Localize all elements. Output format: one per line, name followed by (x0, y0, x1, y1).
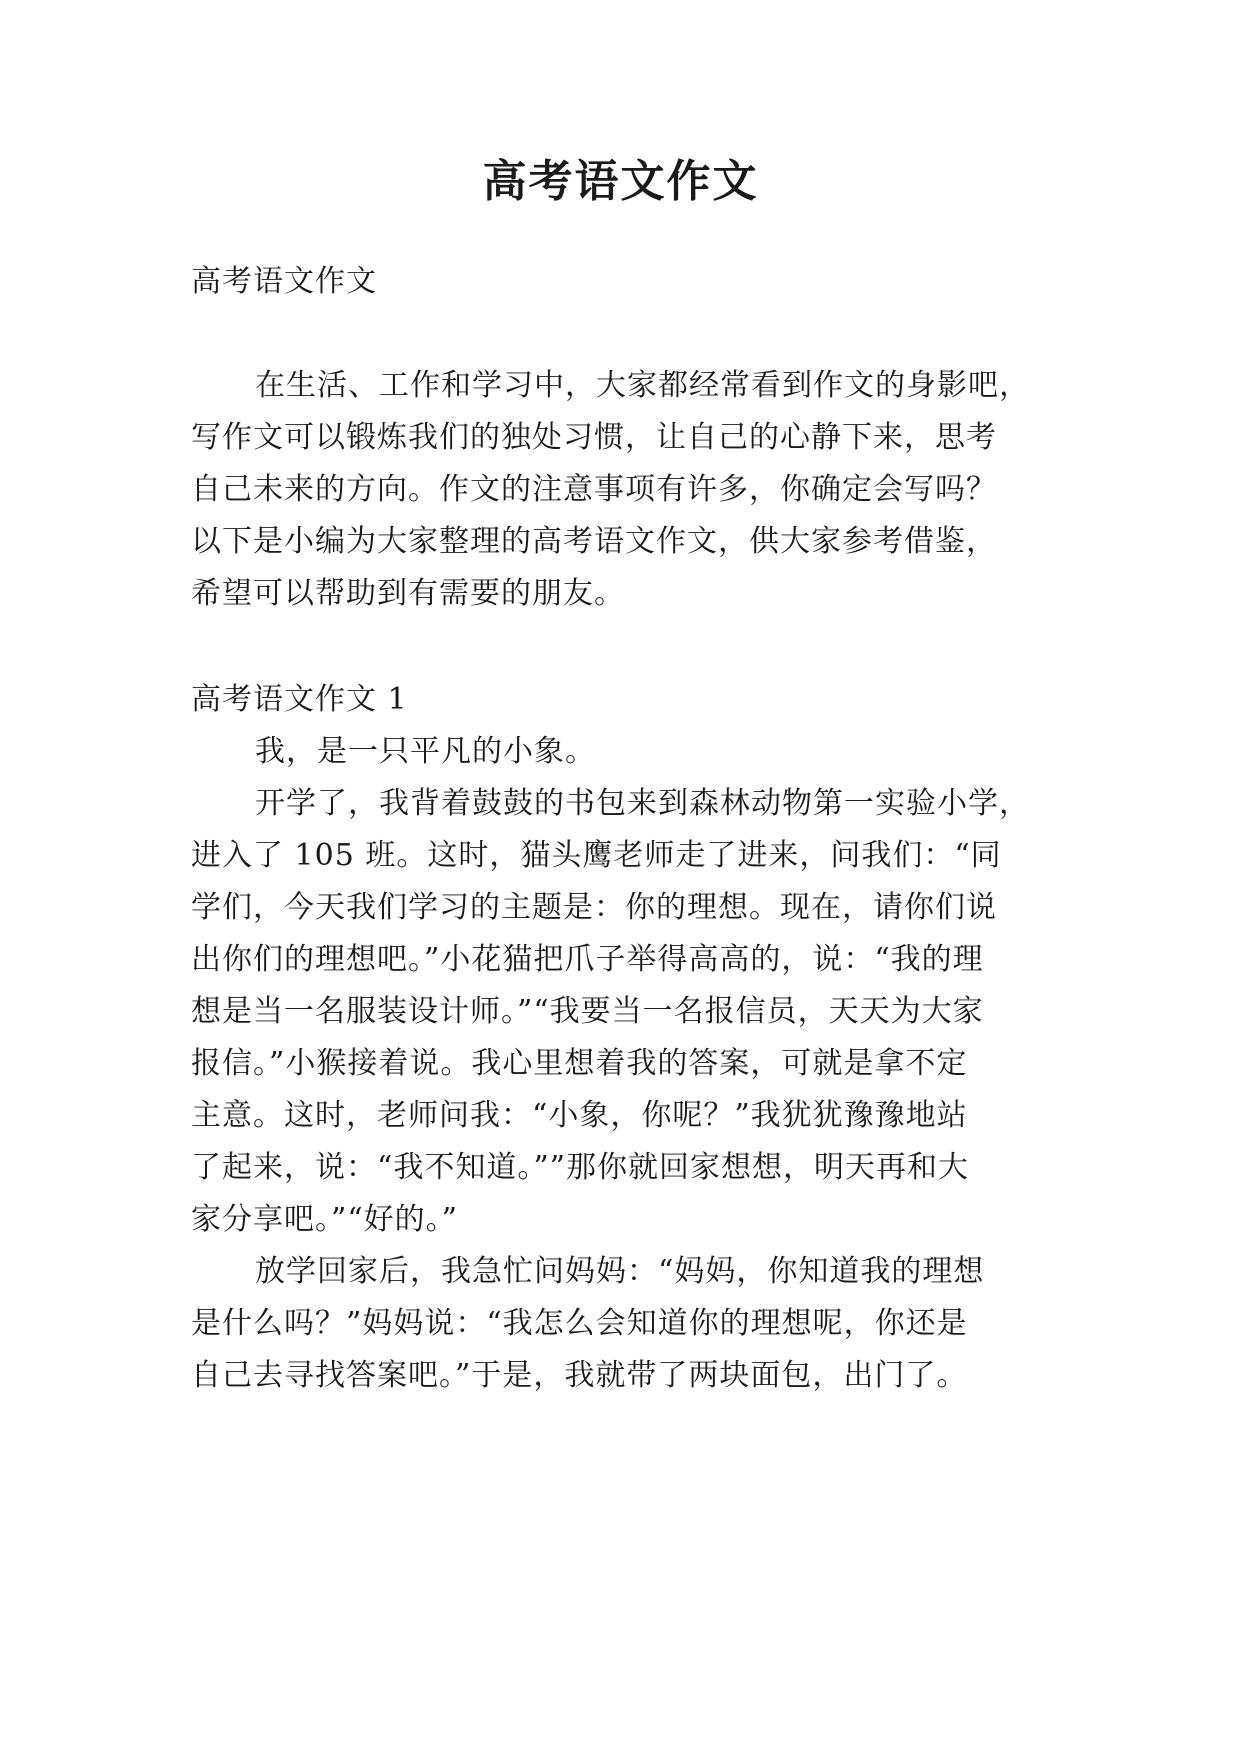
essay-paragraph-line: 进入了 105 班。这时，猫头鹰老师走了进来，问我们：“同 (191, 838, 1002, 873)
intro-line: 以下是小编为大家整理的高考语文作文，供大家参考借鉴， (191, 524, 997, 559)
essay-paragraph-line: 想是当一名服装设计师。”“我要当一名报信员，天天为大家 (191, 994, 984, 1029)
essay-paragraph-line: 家分享吧。”“好的。” (191, 1202, 459, 1237)
intro-line: 自己未来的方向。作文的注意事项有许多，你确定会写吗？ (191, 472, 997, 507)
essay-paragraph-line: 我，是一只平凡的小象。 (255, 734, 596, 769)
intro-line: 希望可以帮助到有需要的朋友。 (191, 576, 625, 611)
essay-paragraph-line: 报信。”小猴接着说。我心里想着我的答案，可就是拿不定 (191, 1046, 968, 1081)
essay-paragraph-line: 开学了，我背着鼓鼓的书包来到森林动物第一实验小学， (255, 786, 1030, 821)
essay-paragraph-line: 主意。这时，老师问我：“小象，你呢？”我犹犹豫豫地站 (191, 1098, 968, 1133)
essay-paragraph-line: 出你们的理想吧。”小花猫把爪子举得高高的，说：“我的理 (191, 942, 984, 977)
essay-paragraph-line: 了起来，说：“我不知道。””那你就回家想想，明天再和大 (191, 1150, 970, 1185)
essay-paragraph-line: 是什么吗？”妈妈说：“我怎么会知道你的理想呢，你还是 (191, 1306, 968, 1341)
essay-paragraph-line: 自己去寻找答案吧。”于是，我就带了两块面包，出门了。 (191, 1358, 968, 1393)
essay-paragraph-line: 学们，今天我们学习的主题是：你的理想。现在，请你们说 (191, 890, 997, 925)
section-subtitle: 高考语文作文 (191, 264, 377, 299)
intro-line: 在生活、工作和学习中，大家都经常看到作文的身影吧， (255, 368, 1030, 403)
intro-line: 写作文可以锻炼我们的独处习惯，让自己的心静下来，思考 (191, 420, 997, 455)
essay-paragraph-line: 放学回家后，我急忙问妈妈：“妈妈，你知道我的理想 (255, 1254, 985, 1289)
document-title: 高考语文作文 (482, 156, 759, 207)
essay-heading: 高考语文作文 1 (191, 682, 408, 717)
